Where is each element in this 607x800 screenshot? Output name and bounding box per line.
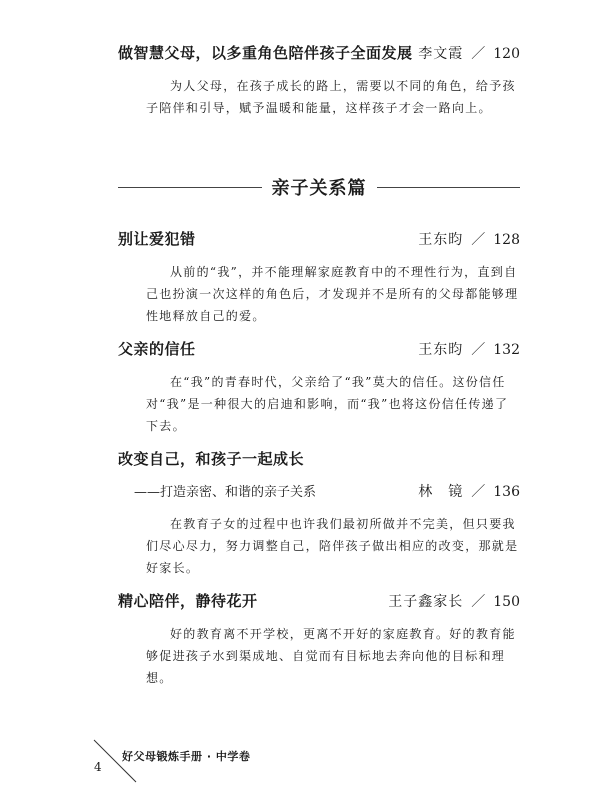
toc-entry: [118, 338, 520, 437]
entry-description: 在“我”的青春时代，父亲给了“我”莫大的信任。这份信任对“我”是一种很大的启迪和影响，而“我”也将这份信任传递了下去。: [146, 375, 509, 433]
section-header: [118, 174, 520, 200]
section-divider-right: [377, 187, 521, 188]
page-number: 4: [94, 760, 102, 774]
entry-subtitle: ——打造亲密、和谐的亲子关系: [134, 485, 317, 500]
entry-page: 132: [493, 342, 520, 358]
toc-entry: [118, 448, 520, 579]
entry-title: 精心陪伴，静待花开: [118, 592, 258, 610]
entry-description: 在教育子女的过程中也许我们最初所做并不完美，但只要我们尽心尽力，努力调整自己，陪伴孩子做出相应的改变，那就是好家长。: [146, 517, 519, 575]
entry-author: 王东昀: [418, 342, 464, 358]
entry-page: 150: [493, 594, 520, 610]
entry-page: 128: [493, 232, 520, 248]
entry-author: 王东昀: [418, 232, 464, 248]
entry-separator: ／: [471, 46, 486, 62]
toc-entry: [118, 228, 520, 327]
toc-entry: [118, 590, 520, 689]
entry-separator: ／: [471, 594, 486, 610]
entry-title: 改变自己，和孩子一起成长: [118, 450, 305, 468]
entry-description: 从前的“我”，并不能理解家庭教育中的不理性行为，直到自己也扮演一次这样的角色后，才发现并不是所有的父母都能够理性地释放自己的爱。: [146, 265, 519, 323]
entry-separator: ／: [471, 484, 486, 500]
book-title: 好父母锻炼手册 · 中学卷: [122, 750, 251, 763]
entry-title: 做智慧父母，以多重角色陪伴孩子全面发展: [118, 44, 413, 62]
entry-title: 别让爱犯错: [118, 230, 196, 248]
entry-separator: ／: [471, 342, 486, 358]
entry-description: 为人父母，在孩子成长的路上，需要以不同的角色，给予孩子陪伴和引导，赋予温暖和能量，这样孩子才会一路向上。: [146, 79, 516, 115]
entry-title: 父亲的信任: [118, 340, 196, 358]
section-title: 亲子关系篇: [271, 178, 367, 199]
entry-page: 120: [493, 46, 520, 62]
entry-author: 李文霞: [418, 46, 464, 62]
entry-author: 王子鑫家长: [388, 594, 464, 610]
entry-author: 林 镜: [418, 484, 464, 500]
section-divider-left: [118, 187, 262, 188]
entry-page: 136: [493, 484, 520, 500]
entry-separator: ／: [471, 232, 486, 248]
toc-entry: [118, 42, 520, 119]
entry-description: 好的教育离不开学校，更离不开好的家庭教育。好的教育能够促进孩子水到渠成地、自觉而有目标地去奔向他的目标和理想。: [146, 627, 516, 685]
